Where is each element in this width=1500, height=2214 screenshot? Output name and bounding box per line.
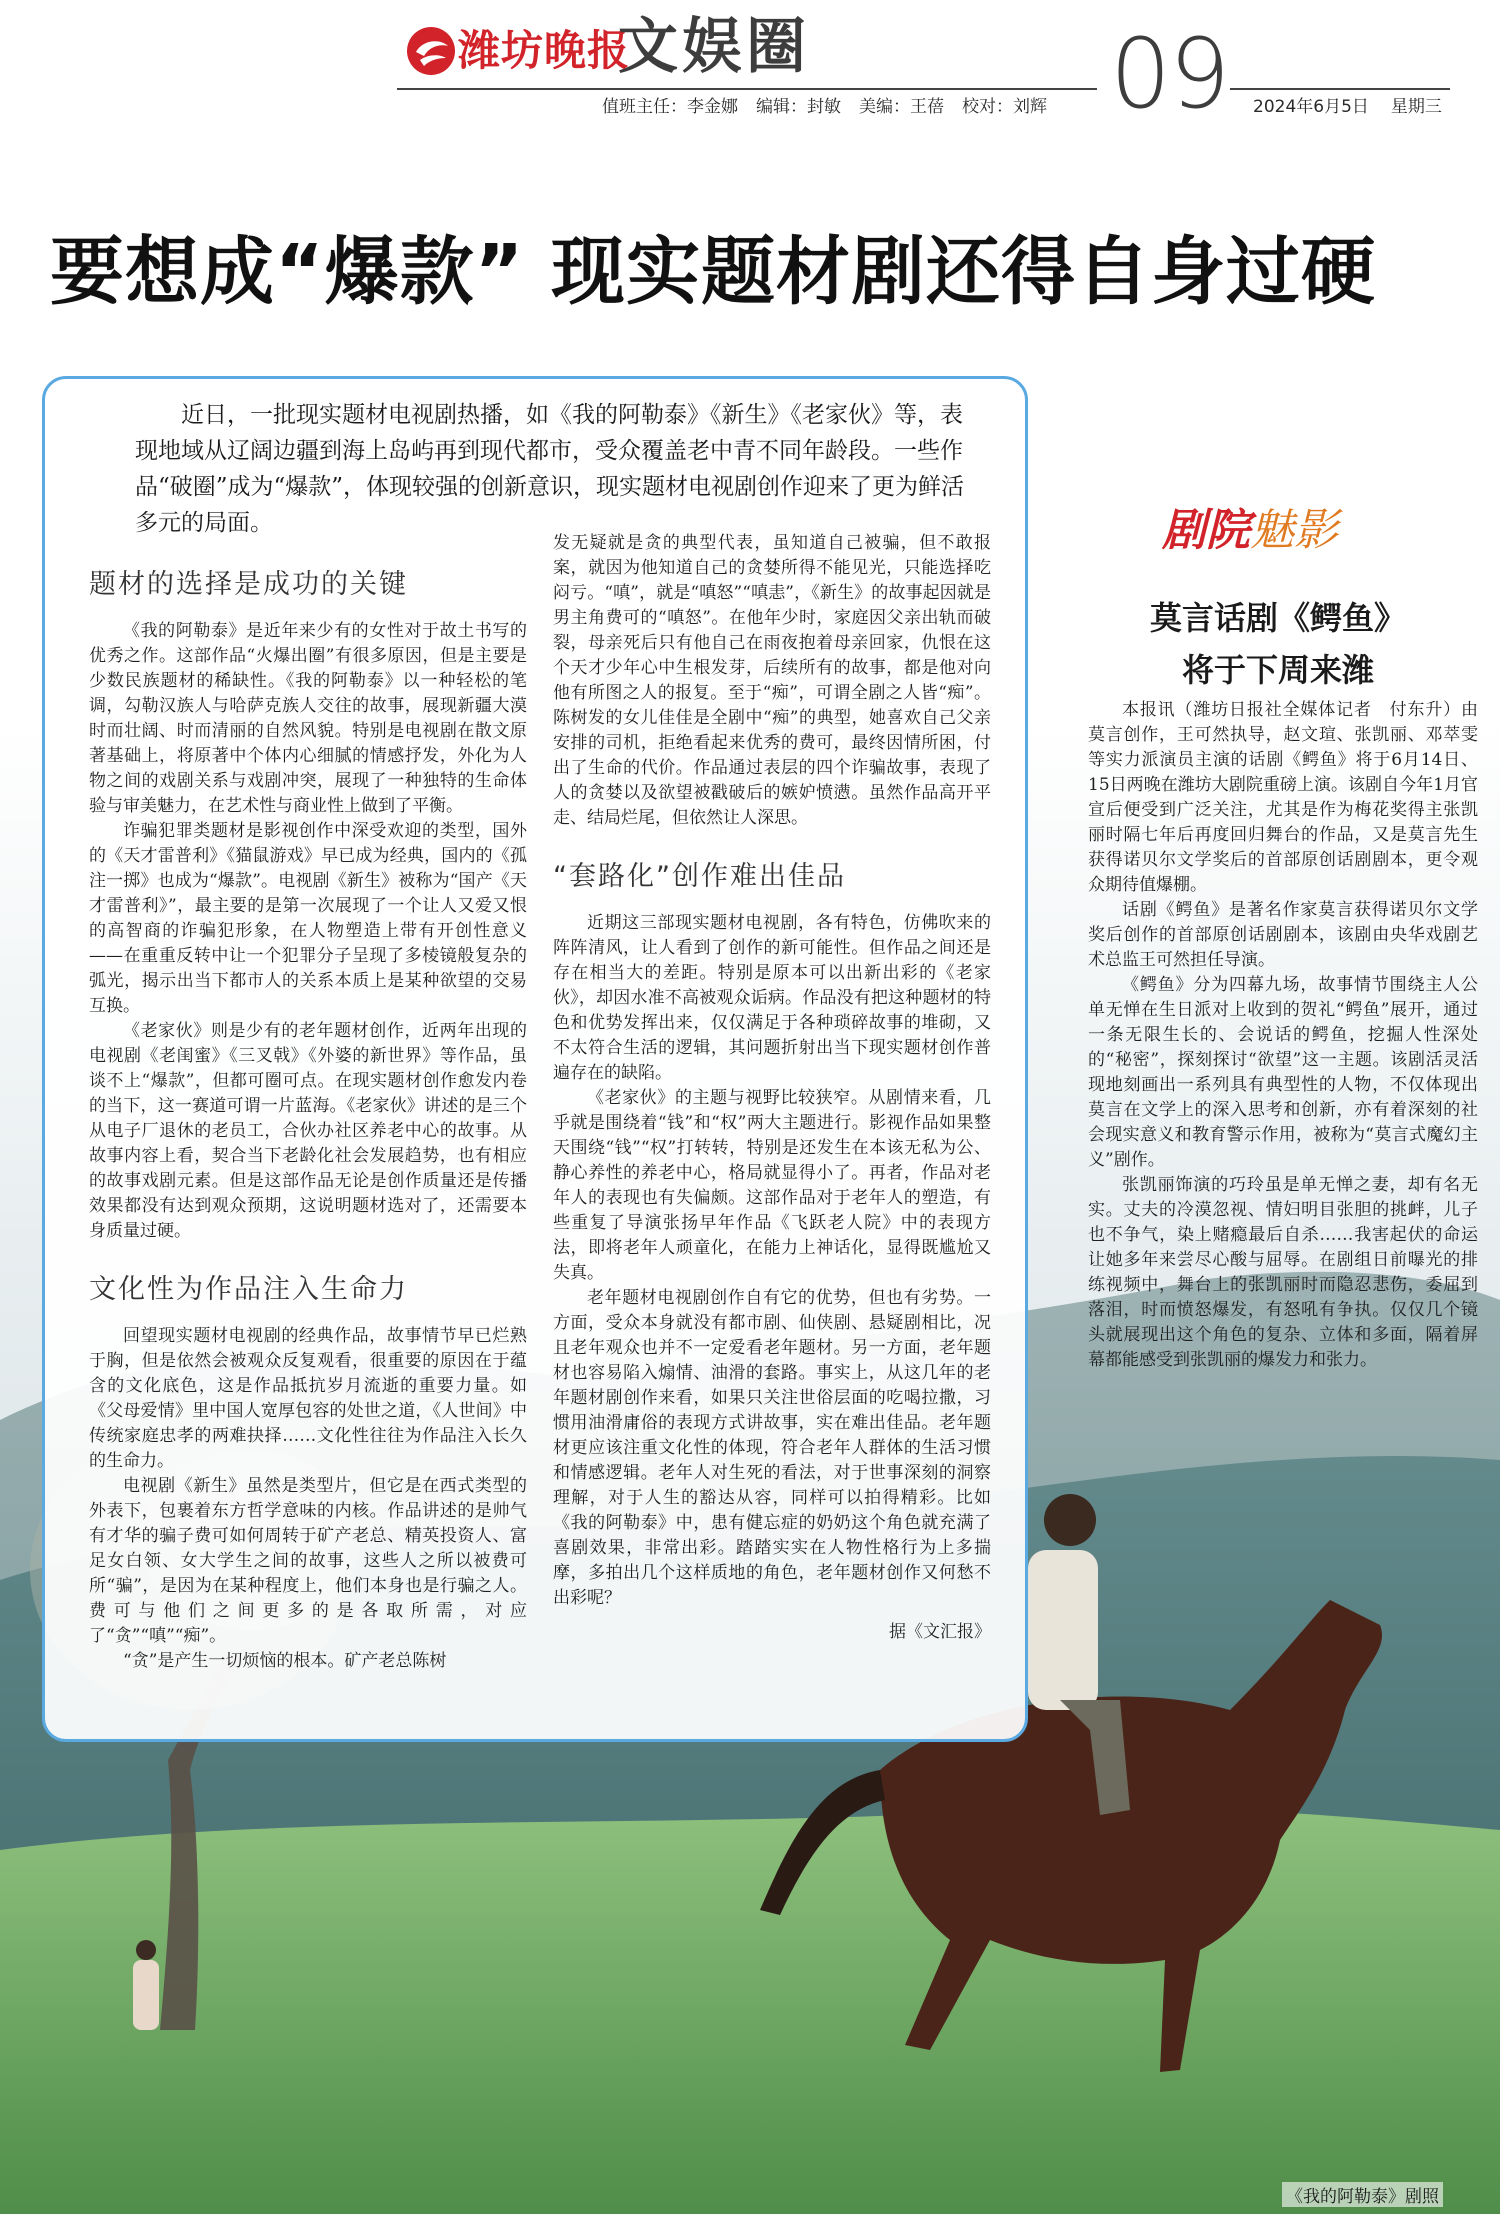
- paragraph: 近期这三部现实题材电视剧，各有特色，仿佛吹来的阵阵清风，让人看到了创作的新可能性。但作品之间还是存在相当大的差距。特别是原本可以出新出彩的《老家伙》，却因水准不高被观众诟病。作品没有把这种题材的特色和优势发挥出来，仅仅满足于各种琐碎故事的堆砌，又不太符合生活的逻辑，其问题折射出当下现实题材创作普遍存在的缺陷。: [553, 913, 991, 1083]
- issue-date: 2024年6月5日: [1253, 97, 1369, 117]
- article-column-left: [89, 539, 527, 1674]
- column-logo: [1162, 494, 1338, 558]
- article-column-right: [553, 531, 991, 1642]
- staff-designer: 美编：王蓓: [859, 97, 944, 117]
- main-headline: 要想成“爆款” 现实题材剧还得自身过硬: [50, 229, 1377, 315]
- paragraph: 话剧《鳄鱼》是著名作家莫言获得诺贝尔文学奖后创作的首部原创话剧剧本，该剧由央华戏剧艺术总监王可然担任导演。: [1088, 900, 1478, 970]
- staff-credits: [602, 92, 1065, 117]
- paragraph: 张凯丽饰演的巧玲虽是单无惮之妻，却有名无实。丈夫的冷漠忽视、情妇明目张胆的挑衅，儿子也不争气，染上赌瘾最后自杀……我害起伏的命运让她多年来尝尽心酸与屈辱。在剧组日前曝光的排练视频中，舞台上的张凯丽时而隐忍悲伤，委屈到落泪，时而愤怒爆发，有怒吼有争执。仅仅几个镜头就展现出这个角色的复杂、立体和多面，隔着屏幕都能感受到张凯丽的爆发力和张力。: [1088, 1175, 1478, 1370]
- sidebar-headline-line1: 莫言话剧《鳄鱼》: [1149, 599, 1406, 637]
- masthead-divider-right: [1230, 88, 1450, 90]
- paragraph: 《我的阿勒泰》是近年来少有的女性对于故土书写的优秀之作。这部作品“火爆出圈”有很多原因，但是主要是少数民族题材的稀缺性。《我的阿勒泰》以一种轻松的笔调，勾勒汉族人与哈萨克族人交往的故事，展现新疆大漠时而壮阔、时而清丽的自然风貌。特别是电视剧在散文原著基础上，将原著中个体内心细腻的情感抒发，外化为人物之间的戏剧关系与戏剧冲突，展现了一种独特的生命体验与审美魅力，在艺术性与商业性上做到了平衡。: [89, 621, 527, 816]
- dateline: [1253, 92, 1464, 117]
- newspaper-logo-icon: [402, 22, 460, 80]
- masthead: [0, 0, 1500, 130]
- paragraph: 诈骗犯罪类题材是影视创作中深受欢迎的类型，国外的《天才雷普利》《猫鼠游戏》早已成为经典，国内的《孤注一掷》也成为“爆款”。电视剧《新生》被称为“国产《天才雷普利》”，最主要的是第一次展现了一个让人又爱又恨的高智商的诈骗犯形象，在人物塑造上带有开创性意义——在重重反转中让一个犯罪分子呈现了多棱镜般复杂的弧光，揭示出当下都市人的关系本质上是某种欲望的交易互换。: [89, 821, 527, 1016]
- article-source: 据《文汇报》: [889, 1622, 991, 1642]
- subheading: 文化性为作品注入生命力: [89, 1274, 408, 1305]
- article-lead: 近日，一批现实题材电视剧热播，如《我的阿勒泰》《新生》《老家伙》等，表现地域从辽阔边疆到海上岛屿再到现代都市，受众覆盖老中青不同年龄段。一些作品“破圈”成为“爆款”，体现较强的创新意识，现实题材电视剧创作迎来了更为鲜活多元的局面。: [135, 402, 965, 536]
- main-article: [42, 376, 1028, 1742]
- paragraph: 《鳄鱼》分为四幕九场，故事情节围绕主人公单无惮在生日派对上收到的贺礼“鳄鱼”展开，通过一条无限生长的、会说话的鳄鱼，挖掘人性深处的“秘密”，探刻探讨“欲望”这一主题。该剧活灵活现地刻画出一系列具有典型性的人物，不仅体现出莫言在文学上的深入思考和创新，亦有着深刻的社会现实意义和教育警示作用，被称为“莫言式魔幻主义”剧作。: [1088, 975, 1478, 1170]
- paragraph: 回望现实题材电视剧的经典作品，故事情节早已烂熟于胸，但是依然会被观众反复观看，很重要的原因在于蕴含的文化底色，这是作品抵抗岁月流逝的重要力量。如《父母爱情》里中国人宽厚包容的处世之道，《人世间》中传统家庭忠孝的两难抉择……文化性往往为作品注入长久的生命力。: [89, 1326, 527, 1471]
- photo-caption: 《我的阿勒泰》剧照: [1282, 2182, 1443, 2207]
- newspaper-brand: 潍坊晚报: [458, 26, 631, 75]
- sidebar-headline-line2: 将于下周来潍: [1181, 651, 1374, 689]
- column-name-main: 剧院: [1162, 505, 1250, 556]
- section-name: 文娱圈: [618, 12, 810, 82]
- paragraph: 《老家伙》则是少有的老年题材创作，近两年出现的电视剧《老闺蜜》《三叉戟》《外婆的新世界》等作品，虽谈不上“爆款”，但都可圈可点。在现实题材创作愈发内卷的当下，这一赛道可谓一片蓝海。《老家伙》讲述的是三个从电子厂退休的老员工，合伙办社区养老中心的故事。从故事内容上看，契合当下老龄化社会发展趋势，也有相应的故事戏剧元素。但是这部作品无论是创作质量还是传播效果都没有达到观众预期，这说明题材选对了，还需要本身质量过硬。: [89, 1021, 527, 1241]
- subheading: “套路化”创作难出佳品: [553, 861, 846, 892]
- staff-duty-editor: 值班主任：李金娜: [602, 97, 738, 117]
- staff-proofreader: 校对：刘辉: [962, 97, 1047, 117]
- issue-weekday: 星期三: [1390, 97, 1442, 117]
- column-name-accent: 魅影: [1250, 505, 1338, 556]
- masthead-divider: [397, 88, 1097, 90]
- sidebar-headline: [1088, 592, 1468, 696]
- page-number: 09: [1110, 18, 1229, 130]
- paragraph: 老年题材电视剧创作自有它的优势，但也有劣势。一方面，受众本身就没有都市剧、仙侠剧、悬疑剧相比，况且老年观众也并不一定爱看老年题材。另一方面，老年题材也容易陷入煽情、油滑的套路。事实上，从这几年的老年题材剧创作来看，如果只关注世俗层面的吃喝拉撒，习惯用油滑庸俗的表现方式讲故事，实在难出佳品。老年题材更应该注重文化性的体现，符合老年人群体的生活习惯和情感逻辑。老年人对生死的看法，对于世事深刻的洞察理解，对于人生的豁达从容，同样可以拍得精彩。比如《我的阿勒泰》中，患有健忘症的奶奶这个角色就充满了喜剧效果，非常出彩。踏踏实实在人物性格行为上多揣摩，多拍出几个这样质地的角色，老年题材创作又何愁不出彩呢？: [553, 1288, 991, 1608]
- staff-editor: 编辑：封敏: [756, 97, 841, 117]
- paragraph: 本报讯（潍坊日报社全媒体记者 付东升）由莫言创作，王可然执导，赵文瑄、张凯丽、邓萃雯等实力派演员主演的话剧《鳄鱼》将于6月14日、15日两晚在潍坊大剧院重磅上演。该剧自今年1月官宣后便受到广泛关注，尤其是作为梅花奖得主张凯丽时隔七年后再度回归舞台的作品，又是莫言先生获得诺贝尔文学奖后的首部原创话剧剧本，更令观众期待值爆棚。: [1088, 700, 1478, 895]
- paragraph: 《老家伙》的主题与视野比较狭窄。从剧情来看，几乎就是围绕着“钱”和“权”两大主题进行。影视作品如果整天围绕“钱”“权”打转转，特别是还发生在本该无私为公、静心养性的养老中心，格局就显得小了。再者，作品对老年人的表现也有失偏颇。这部作品对于老年人的塑造，有些重复了导演张扬早年作品《飞跃老人院》中的表现方法，即将老年人顽童化，在能力上神话化，显得既尴尬又失真。: [553, 1088, 991, 1283]
- paragraph: “贪”是产生一切烦恼的根本。矿产老总陈树: [123, 1651, 447, 1671]
- sidebar-article: [1088, 698, 1478, 1373]
- subheading: 题材的选择是成功的关键: [89, 569, 408, 600]
- paragraph: 发无疑就是贪的典型代表，虽知道自己被骗，但不敢报案，就因为他知道自己的贪婪所得不能见光，只能选择吃闷亏。“嗔”，就是“嗔怒”“嗔恚”，《新生》的故事起因就是男主角费可的“嗔怒”。在他年少时，家庭因父亲出轨而破裂，母亲死后只有他自己在雨夜抱着母亲回家，仇恨在这个天才少年心中生根发芽，后续所有的故事，都是他对向他有所图之人的报复。至于“痴”，可谓全剧之人皆“痴”。陈树发的女儿佳佳是全剧中“痴”的典型，她喜欢自己父亲安排的司机，拒绝看起来优秀的费可，最终因情所困，付出了生命的代价。作品通过表层的四个诈骗故事，表现了人的贪婪以及欲望被戳破后的嫉妒愤懑。虽然作品高开平走、结局烂尾，但依然让人深思。: [553, 533, 991, 828]
- paragraph: 电视剧《新生》虽然是类型片，但它是在西式类型的外表下，包裹着东方哲学意味的内核。作品讲述的是帅气有才华的骗子费可如何周转于矿产老总、精英投资人、富足女白领、女大学生之间的故事，这些人之所以被费可所“骗”，是因为在某种程度上，他们本身也是行骗之人。费可与他们之间更多的是各取所需，对应了“贪”“嗔”“痴”。: [89, 1476, 527, 1646]
